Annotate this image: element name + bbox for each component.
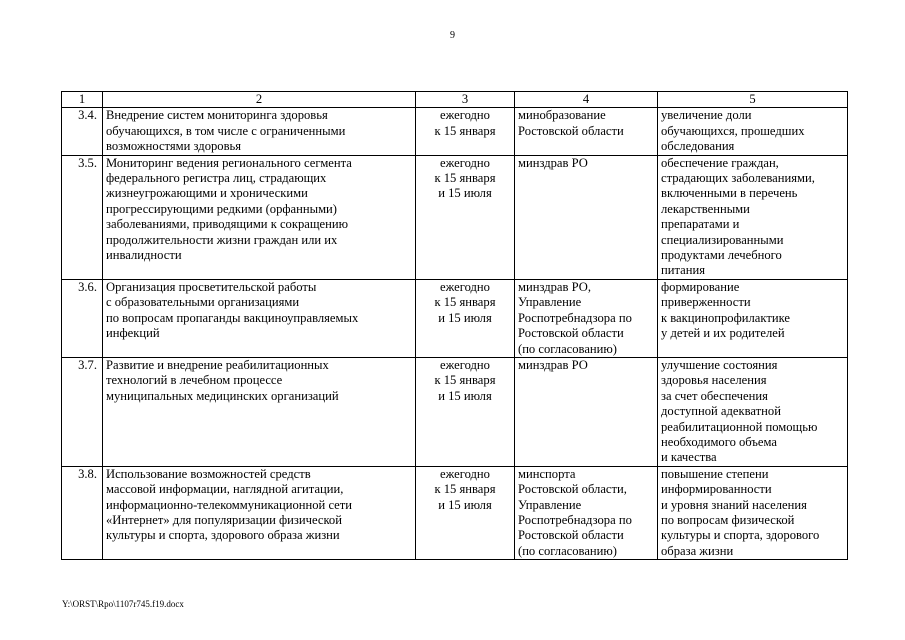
file-path-footer: Y:\ORST\Rpo\1107r745.f19.docx xyxy=(62,599,184,609)
result-cell: повышение степени информированности и уровня знаний населения по вопросам физической культуры и спорта, здорового образа жизни xyxy=(658,466,848,559)
table-row xyxy=(62,155,848,279)
deadline-cell: ежегодно к 15 января и 15 июля xyxy=(416,466,515,559)
column-header: 5 xyxy=(658,92,848,108)
row-number: 3.6. xyxy=(62,279,103,357)
responsible-cell: минобразование Ростовской области xyxy=(515,108,658,155)
column-header: 1 xyxy=(62,92,103,108)
column-header: 3 xyxy=(416,92,515,108)
table-row xyxy=(62,466,848,559)
responsible-cell: минздрав РО xyxy=(515,357,658,466)
table-row xyxy=(62,108,848,155)
row-number: 3.7. xyxy=(62,357,103,466)
table-row xyxy=(62,357,848,466)
table-row xyxy=(62,279,848,357)
deadline-cell: ежегодно к 15 января и 15 июля xyxy=(416,279,515,357)
measure-cell: Организация просветительской работы с образовательными организациями по вопросам пропаганды вакциноуправляемых инфекций xyxy=(103,279,416,357)
measures-table xyxy=(61,91,848,560)
page-number: 9 xyxy=(450,30,455,41)
result-cell: формирование приверженности к вакцинопрофилактике у детей и их родителей xyxy=(658,279,848,357)
responsible-cell: минздрав РО xyxy=(515,155,658,279)
result-cell: улучшение состояния здоровья населения за счет обеспечения доступной адекватной реабилитационной помощью необходимого объема и качества xyxy=(658,357,848,466)
deadline-cell: ежегодно к 15 января и 15 июля xyxy=(416,357,515,466)
row-number: 3.8. xyxy=(62,466,103,559)
deadline-cell: ежегодно к 15 января xyxy=(416,108,515,155)
measure-cell: Использование возможностей средств массовой информации, наглядной агитации, информационно-телекоммуникационной сети «Интернет» для популяризации физической культуры и спорта, здорового образа жизни xyxy=(103,466,416,559)
deadline-cell: ежегодно к 15 января и 15 июля xyxy=(416,155,515,279)
responsible-cell: минздрав РО, Управление Роспотребнадзора по Ростовской области (по согласованию) xyxy=(515,279,658,357)
result-cell: увеличение доли обучающихся, прошедших обследования xyxy=(658,108,848,155)
column-header: 4 xyxy=(515,92,658,108)
table-header-row xyxy=(62,92,848,108)
responsible-cell: минспорта Ростовской области, Управление Роспотребнадзора по Ростовской области (по согласованию) xyxy=(515,466,658,559)
column-header: 2 xyxy=(103,92,416,108)
row-number: 3.4. xyxy=(62,108,103,155)
result-cell: обеспечение граждан, страдающих заболеваниями, включенными в перечень лекарственными препаратами и специализированными продуктами лечебного питания xyxy=(658,155,848,279)
measure-cell: Внедрение систем мониторинга здоровья обучающихся, в том числе с ограниченными возможностями здоровья xyxy=(103,108,416,155)
measure-cell: Мониторинг ведения регионального сегмента федерального регистра лиц, страдающих жизнеугрожающими и хроническими прогрессирующими редкими (орфанными) заболеваниями, приводящими к сокращению продолжительности жизни граждан или их инвалидности xyxy=(103,155,416,279)
measure-cell: Развитие и внедрение реабилитационных технологий в лечебном процессе муниципальных медицинских организаций xyxy=(103,357,416,466)
row-number: 3.5. xyxy=(62,155,103,279)
